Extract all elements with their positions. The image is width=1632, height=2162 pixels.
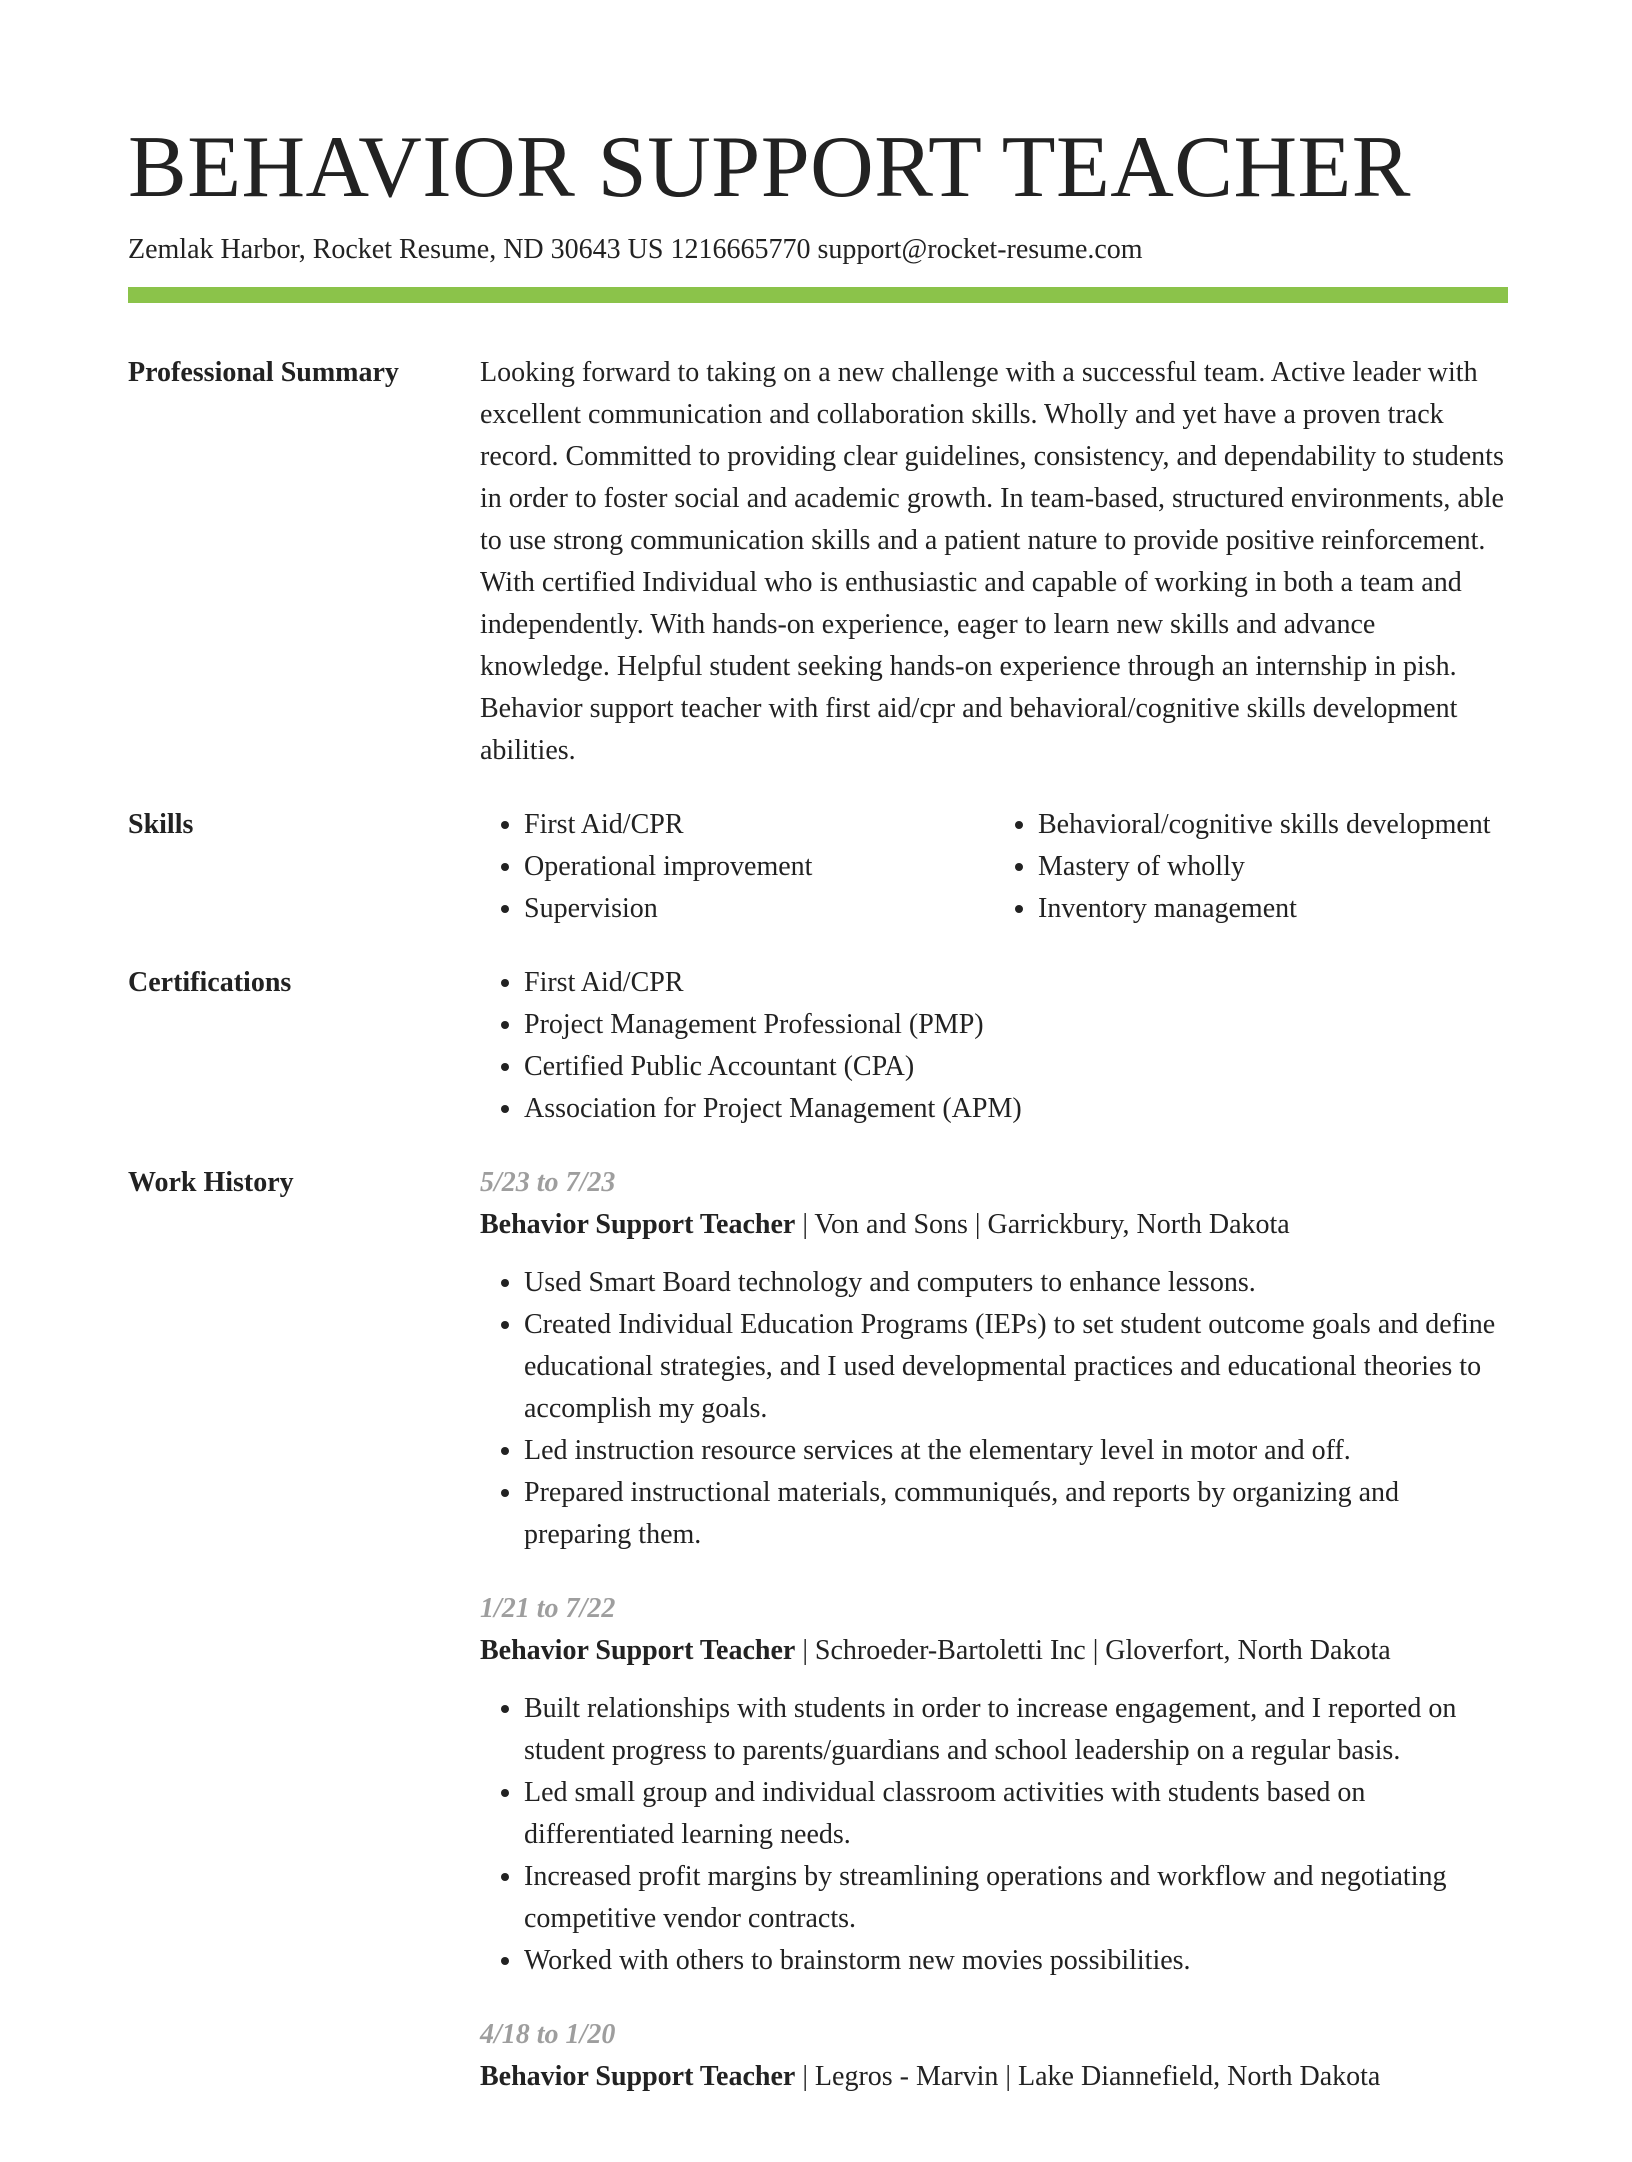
skill-item: • Operational improvement [524,846,994,888]
section-professional-summary [128,352,1508,772]
job-bullet: • Led small group and individual classroom activities with students based on differentiated learning needs. [524,1772,1508,1856]
job-bullet: • Led instruction resource services at the elementary level in motor and off. [524,1430,1508,1472]
job-entry [480,1162,1508,1556]
candidate-name: BEHAVIOR SUPPORT TEACHER [128,119,1411,216]
skill-item: • Inventory management [1038,888,1508,930]
contact-line [128,230,1143,270]
job-dates: 1/21 to 7/22 [480,1593,616,1624]
job-bullet: • Increased profit margins by streamlining operations and workflow and negotiating competitive vendor contracts. [524,1856,1508,1940]
contact-email: support@rocket-resume.com [817,234,1143,265]
work-history-body [480,1162,1508,2130]
job-dates: 4/18 to 1/20 [480,2019,616,2050]
certification-item: • Certified Public Accountant (CPA) [524,1046,1508,1088]
job-entry [480,2014,1508,2098]
summary-text: Looking forward to taking on a new challenge with a successful team. Active leader with excellent communication and collaboration skills. Wholly and yet have a proven track record. Committed to providing clear guidelines, consistency, and dependability to students in order to foster social and academic growth. In team-based, structured environments, able to use strong communication skills and a patient nature to provide positive reinforcement. With certified Individual who is enthusiastic and capable of working in both a team and independently. With hands-on experience, eager to learn new skills and advance knowledge. Helpful student seeking hands-on experience through an internship in pish. Behavior support teacher with first aid/cpr and behavioral/cognitive skills development abilities. [480,357,1504,766]
skills-column-1 [480,804,994,930]
certification-item: • First Aid/CPR [524,962,1508,1004]
job-title: Behavior Support Teacher [480,2061,796,2092]
job-bullet: • Created Individual Education Programs (IEPs) to set student outcome goals and define educational strategies, and I used developmental practices and educational theories to accomplish my goals. [524,1304,1508,1430]
skill-item: • Behavioral/cognitive skills development [1038,804,1508,846]
section-certifications [128,962,1508,1130]
section-label-summary: Professional Summary [128,357,399,388]
job-title: Behavior Support Teacher [480,1209,796,1240]
certification-item: • Project Management Professional (PMP) [524,1004,1508,1046]
job-bullet: • Used Smart Board technology and computers to enhance lessons. [524,1262,1508,1304]
section-label-work-history: Work History [128,1167,294,1198]
section-label-certifications: Certifications [128,967,292,998]
job-bullet: • Worked with others to brainstorm new movies possibilities. [524,1940,1508,1982]
contact-address: Zemlak Harbor, Rocket Resume, ND 30643 US [128,234,664,265]
job-bullet: • Built relationships with students in order to increase engagement, and I reported on student progress to parents/guardians and school leadership on a regular basis. [524,1688,1508,1772]
certifications-body [480,962,1508,1130]
header-divider [128,287,1508,303]
resume-sections [128,352,1508,2162]
skills-body [480,804,1508,930]
summary-body [480,352,1508,772]
skill-item: • First Aid/CPR [524,804,994,846]
job-title-line [480,1630,1508,1672]
skill-item: • Mastery of wholly [1038,846,1508,888]
job-details: | Von and Sons | Garrickbury, North Dakota [795,1209,1290,1240]
certifications-list [480,962,1508,1130]
job-bullet: • Prepared instructional materials, communiqués, and reports by organizing and preparing them. [524,1472,1508,1556]
job-details: | Schroeder-Bartoletti Inc | Gloverfort, North Dakota [795,1635,1391,1666]
job-bullets [480,1688,1508,1982]
job-title-line [480,1204,1508,1246]
job-title: Behavior Support Teacher [480,1635,796,1666]
section-skills [128,804,1508,930]
contact-phone: 1216665770 [670,234,811,265]
job-bullets [480,1262,1508,1556]
job-details: | Legros - Marvin | Lake Diannefield, North Dakota [795,2061,1381,2092]
job-dates: 5/23 to 7/23 [480,1167,616,1198]
skill-item: • Supervision [524,888,994,930]
section-label-skills: Skills [128,809,194,840]
section-work-history [128,1162,1508,2130]
skills-grid [480,804,1508,930]
job-title-line [480,2056,1508,2098]
skills-column-2 [994,804,1508,930]
job-entry [480,1588,1508,1982]
certification-item: • Association for Project Management (APM) [524,1088,1508,1130]
